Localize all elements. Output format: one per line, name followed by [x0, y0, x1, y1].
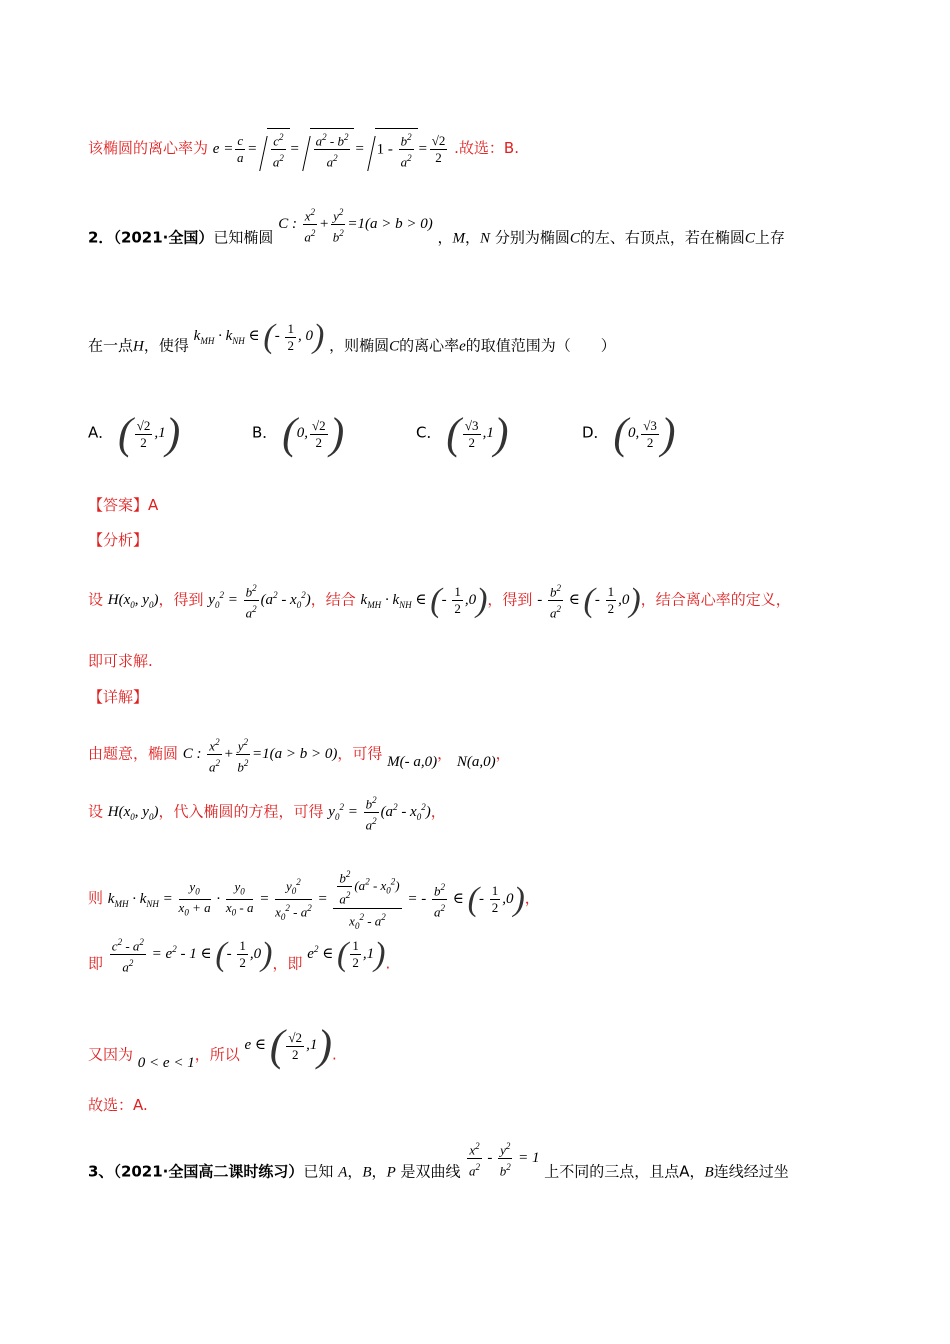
analysis-line-2: 即可求解.	[88, 652, 153, 670]
detail-line-2: 设 $H(x_0$, $y_0$)，代入椭圆的方程，可得 $y_0^2$ = $\frac{b^2}{a^2}$ $(a^2 - x_0^2)$，	[88, 792, 862, 834]
question-2-line-2: 在一点H，使得 $k_{MH} \cdot k_{NH}$ ∈ (- $\frac{1}{2}$ , 0) ，则椭圆C的离心率e的取值范围为（ ）	[88, 318, 616, 355]
choice-d[interactable]: D． (0, $\frac{√3}{2}$ )	[582, 409, 676, 458]
detail-line-3: 则 $k_{MH} \cdot k_{NH}$ = $\frac{y_0}{x_0 + a}$ · $\frac{y_0}{x_0 - a}$ = $\frac{y_0^2}{x_0^2 - a^2}$ = $\frac{b^2}{a^2}$ $(a^2 - x_0^2)$ $x_0^2 - a^2$ = - $\frac{b^2}{a^2}$ ∈ (- $\frac{1}{2}$ ,0)，	[88, 866, 862, 934]
detail-line-5: 又因为 0 < e < 1，所以 e ∈ ( $\frac{√2}{2}$ ,1).	[88, 1021, 337, 1072]
answer-label: 【答案】	[88, 496, 149, 514]
ellipse-equation: C : $\frac{x^2}{a^2}$ + $\frac{y^2}{b^2}$ =1(a > b > 0)	[278, 216, 433, 232]
question-3-line-1: 3、（2021·全国高二课时练习）已知 A，B，P 是双曲线 $\frac{x^2}{a^2}$ - $\frac{y^2}{b^2}$ = 1 上不同的三点，且点A，B连线经过坐	[88, 1152, 862, 1194]
choice-b[interactable]: B． (0, $\frac{√2}{2}$ )	[252, 409, 345, 458]
analysis-line-1: 设 $H(x_0$, $y_0$)，得到 $y_0^2$ = $\frac{b^2}{a^2}$ $(a^2 - x_0^2)$，结合 $k_{MH} \cdot k_{NH}$ ∈ (- $\frac{1}{2}$ ,0)，得到 - $\frac{b^2}{a^2}$ ∈ (- $\frac{1}{2}$ ,0)，结合离心率的定义，	[88, 581, 791, 621]
answer-line	[88, 494, 862, 516]
slope-product-condition: $k_{MH} \cdot k_{NH}$ ∈ (- $\frac{1}{2}$ , 0)	[193, 318, 325, 355]
detail-line-1: 由题意，椭圆 C : $\frac{x^2}{a^2}$ + $\frac{y^2}{b^2}$ =1(a > b > 0)，可得 M(- a,0)， N(a,0)，	[88, 734, 862, 776]
detail-label: 【详解】	[88, 688, 149, 706]
answer-value: A	[148, 496, 159, 514]
choice-c[interactable]: C． ( $\frac{√3}{2}$ ,1)	[416, 409, 509, 458]
choice-a[interactable]: A． ( $\frac{√2}{2}$ ,1)	[88, 409, 181, 458]
analysis-label: 【分析】	[88, 531, 149, 549]
question-2-line-1: 2．（2021·全国）已知椭圆 C : $\frac{x^2}{a^2}$ + $\frac{y^2}{b^2}$ =1(a > b > 0) ，M，N 分别为椭圆C的左、右顶点，若在椭圆C上存	[88, 218, 862, 260]
eccentricity-formula: e = $\frac{c}{a}$ = $\frac{c^2}{a^2}$ = $\frac{a^2 - b^2}{a^2}$ = 1 - $\frac{b^2}{a^2}$ = $\frac{√2}{2}$	[213, 141, 450, 157]
detail-conclusion: 故选：A.	[88, 1096, 148, 1114]
hyperbola-equation: $\frac{x^2}{a^2}$ - $\frac{y^2}{b^2}$ = 1	[465, 1150, 539, 1166]
detail-line-4: 即 $\frac{c^2 - a^2}{a^2}$ = $e^2 - 1$ ∈ (- $\frac{1}{2}$ ,0)，即 $e^2$ ∈ ( $\frac{1}{2}$ ,1).	[88, 935, 391, 975]
eccentricity-result-line: 该椭圆的离心率为 e = $\frac{c}{a}$ = $\frac{c^2}{a^2}$ = $\frac{a^2 - b^2}{a^2}$ = 1 - $\frac{b^2}{a^2}$ = $\frac{√2}{2}$ .故选：B.	[88, 128, 862, 171]
